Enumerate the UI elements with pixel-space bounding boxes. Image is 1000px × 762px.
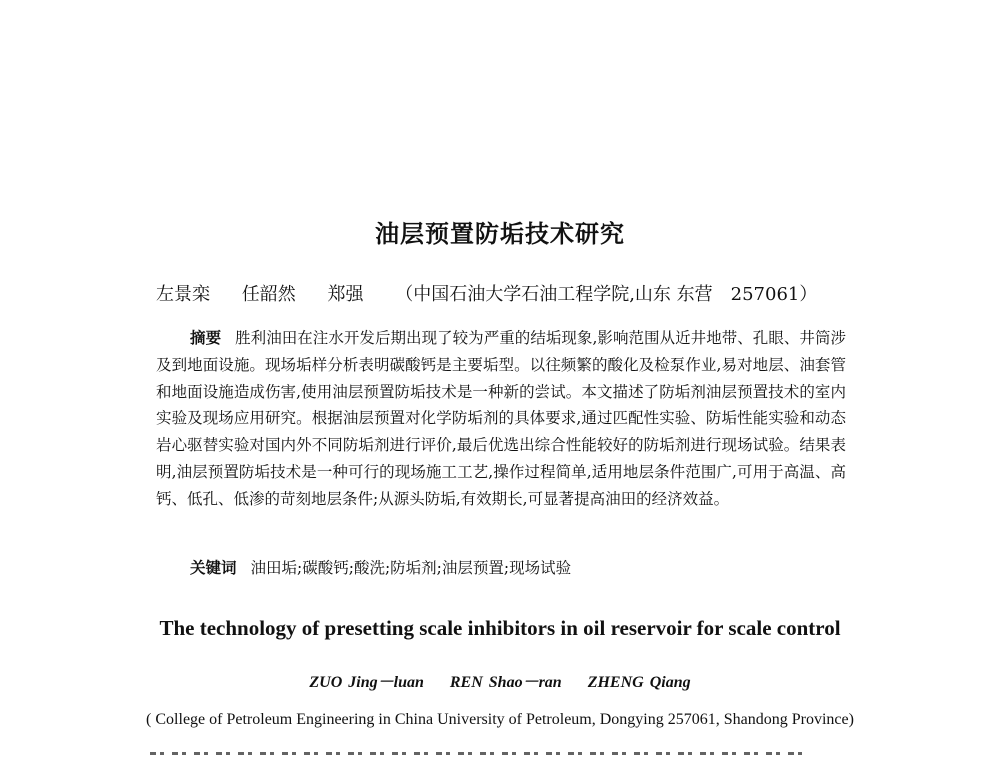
- chinese-keywords: [190, 557, 850, 579]
- abstract-text: 胜利油田在注水开发后期出现了较为严重的结垢现象,影响范围从近井地带、孔眼、井筒涉及到地面设施。现场垢样分析表明碳酸钙是主要垢型。以往频繁的酸化及检泵作业,易对地层、油套管和地面设施造成伤害,使用油层预置防垢技术是一种新的尝试。本文描述了防垢剂油层预置技术的室内实验及现场应用研究。根据油层预置对化学防垢剂的具体要求,通过匹配性实验、防垢性能实验和动态岩心驱替实验对国内外不同防垢剂进行评价,最后优选出综合性能较好的防垢剂进行现场试验。结果表明,油层预置防垢技术是一种可行的现场施工工艺,操作过程简单,适用地层条件范围广,可用于高温、高钙、低孔、低渗的苛刻地层条件;从源头防垢,有效期长,可显著提高油田的经济效益。: [156, 329, 846, 508]
- english-author-2: REN Shao－ran: [449, 674, 562, 691]
- english-author-3: ZHENG Qiang: [587, 674, 691, 691]
- english-author-1: ZUO Jing－luan: [309, 674, 424, 691]
- chinese-affiliation: （中国石油大学石油工程学院,山东 东营 257061）: [395, 284, 818, 305]
- author-2: 任韶然: [241, 284, 296, 305]
- chinese-abstract: [156, 325, 846, 513]
- keywords-text: 油田垢;碳酸钙;酸洗;防垢剂;油层预置;现场试验: [250, 559, 572, 577]
- chinese-author-line: [156, 280, 856, 306]
- english-affiliation: ( College of Petroleum Engineering in China University of Petroleum, Dongying 257061, Shandong Province): [146, 711, 854, 728]
- abstract-label: 摘要: [190, 328, 222, 347]
- author-3: 郑强: [327, 284, 364, 305]
- truncated-next-line: [150, 752, 850, 762]
- keywords-label: 关键词: [190, 558, 237, 577]
- english-title: The technology of presetting scale inhibitors in oil reservoir for scale control: [159, 616, 841, 640]
- chinese-title: 油层预置防垢技术研究: [375, 220, 625, 248]
- author-1: 左景栾: [156, 284, 210, 305]
- english-author-line: [0, 669, 1000, 692]
